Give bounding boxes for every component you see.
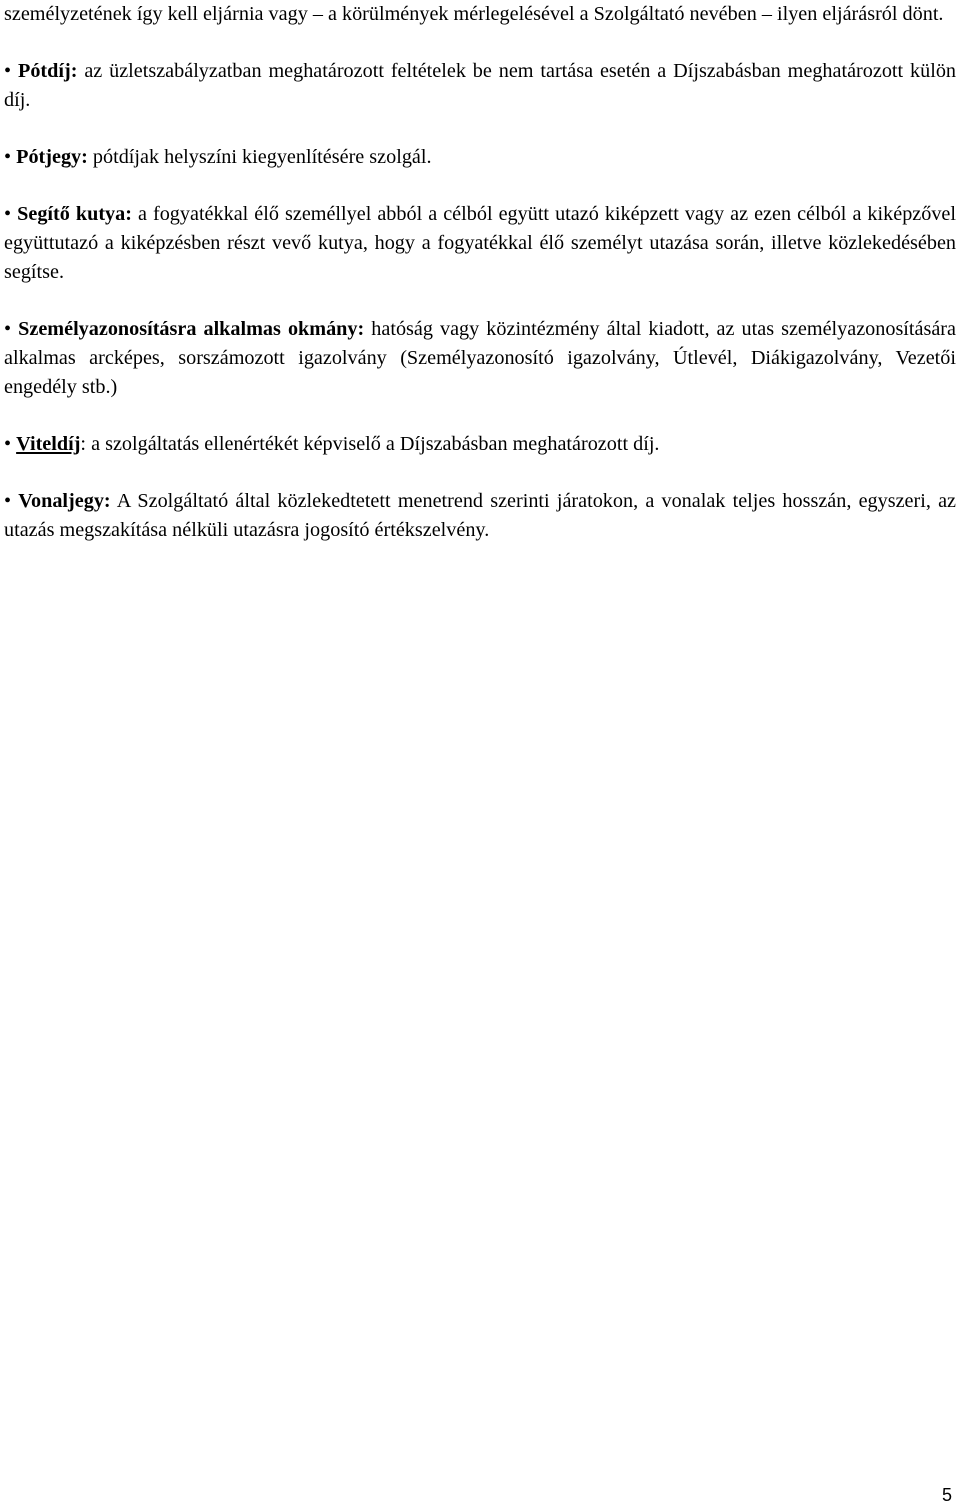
page-number: 5 [941, 1485, 952, 1505]
definition-text: a fogyatékkal élő személlyel abból a célból együtt utazó kiképzett vagy az ezen célból a kiképzővel együttutazó a kiképzésben részt vevő kutya, hogy a fogyatékkal élő személyt utazása során, illetve közlekedésében segítse. [4, 203, 956, 283]
bullet: • [4, 203, 12, 225]
definition-text: pótdíjak helyszíni kiegyenlítésére szolgál. [87, 146, 432, 168]
bullet: • [4, 60, 12, 82]
definition-text: A Szolgáltató által közlekedtetett menetrend szerinti járatokon, a vonalak teljes hosszán, egyszeri, az utazás megszakítása nélküli utazásra jogosító értékszelvény. [4, 490, 957, 541]
definition-term: Vonaljegy: [18, 490, 111, 512]
bullet: • [4, 433, 12, 455]
definition-szemelyazonositas [4, 315, 956, 402]
definition-text: hatóság vagy közintézmény által kiadott, az utas személyazonosítására alkalmas arcképes, sorszámozott igazolvány (Személyazonosító igazolvány, Útlevél, Diákigazolvány, Vezetői engedély stb.) [4, 318, 956, 398]
bullet: • [4, 146, 12, 168]
definition-term: Személyazonosításra alkalmas okmány: [18, 318, 365, 340]
definition-term: Segítő kutya: [17, 203, 132, 225]
bullet: • [4, 490, 12, 512]
definition-text: az üzletszabályzatban meghatározott feltételek be nem tartása esetén a Díjszabásban meghatározott külön díj. [4, 60, 957, 111]
definition-term: Pótdíj: [17, 60, 78, 82]
definition-potdij [4, 57, 956, 115]
definition-viteldij [4, 430, 956, 459]
bullet: • [4, 318, 12, 340]
definition-term: Pótjegy: [16, 146, 88, 168]
document-page [4, 0, 956, 545]
definition-vonaljegy [4, 487, 956, 545]
definition-segito-kutya [4, 200, 956, 287]
definition-text: : a szolgáltatás ellenértékét képviselő a Díjszabásban meghatározott díj. [80, 433, 660, 455]
definition-term: Viteldíj [16, 433, 81, 455]
continuation-paragraph: személyzetének így kell eljárnia vagy – a körülmények mérlegelésével a Szolgáltató nevében – ilyen eljárásról dönt. [4, 3, 944, 25]
definition-potjegy [4, 143, 956, 172]
